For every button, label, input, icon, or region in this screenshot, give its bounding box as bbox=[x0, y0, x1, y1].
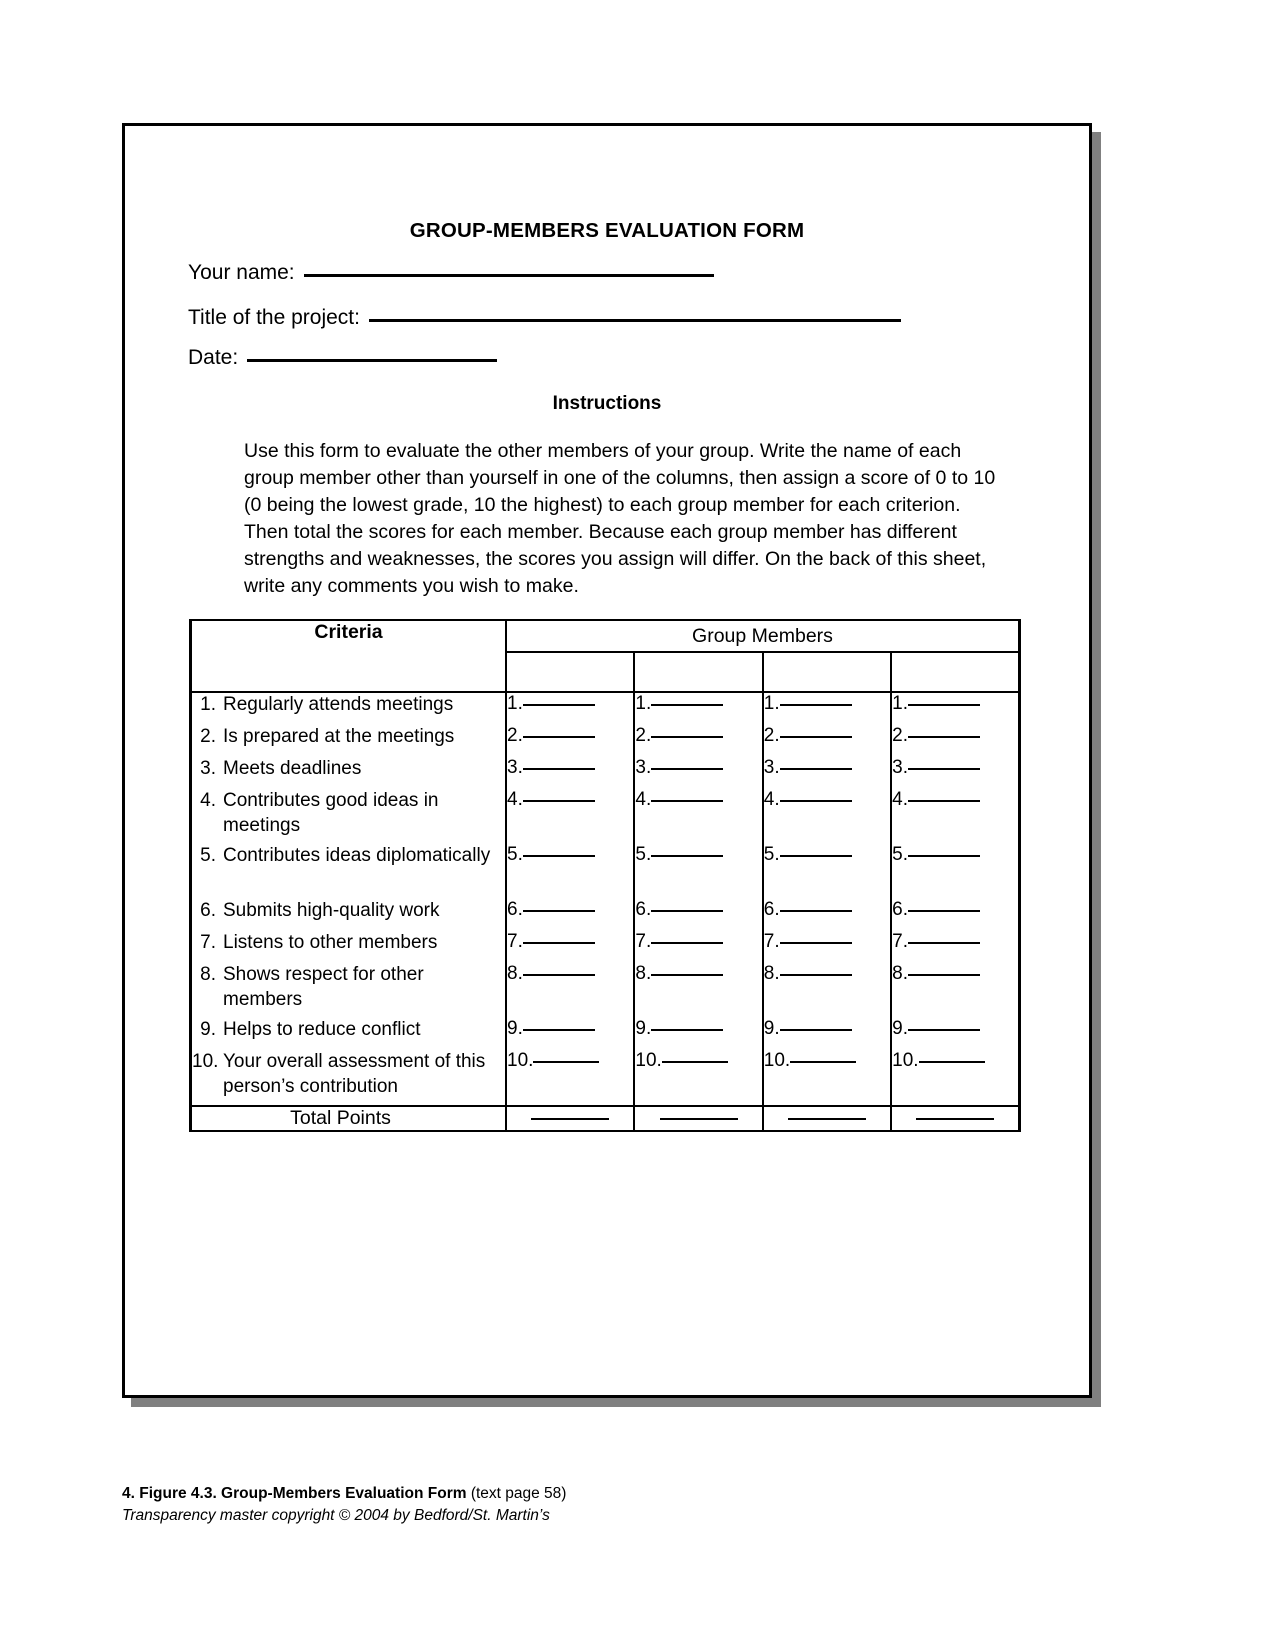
score-label: 4. bbox=[507, 789, 523, 810]
instructions-body: Use this form to evaluate the other members of your group. Write the name of each group member other than yourself in one of the columns, then assign a score of 0 to 10 (0 being the lowest grade, 10 the highest) to each group member for each criterion. Then total the scores for each member. Because each group member has different strengths and weaknesses, the scores you assign will differ. On the back of this sheet, write any comments you wish to make. bbox=[244, 440, 996, 597]
evaluation-table bbox=[189, 619, 1021, 1132]
member-name-cell-3[interactable] bbox=[763, 652, 891, 692]
score-field-2-2[interactable] bbox=[635, 725, 761, 757]
page-title: GROUP-MEMBERS EVALUATION FORM bbox=[409, 219, 805, 242]
score-rule[interactable] bbox=[780, 800, 852, 802]
criteria-item-1-text: Regularly attends meetings bbox=[223, 694, 454, 715]
score-label: 1. bbox=[507, 693, 523, 714]
figure-caption-bold: 4. Figure 4.3. Group-Members Evaluation Form bbox=[122, 1485, 467, 1502]
score-field-4-4[interactable] bbox=[892, 789, 1018, 844]
table-body-row bbox=[191, 692, 1020, 1106]
criteria-item-1-number: 1. bbox=[200, 694, 216, 715]
criteria-item-2-text: Is prepared at the meetings bbox=[223, 726, 455, 747]
criteria-item-5-number: 5. bbox=[200, 845, 216, 866]
score-label: 8. bbox=[507, 963, 523, 984]
score-rule[interactable] bbox=[651, 800, 723, 802]
criteria-item-3-text: Meets deadlines bbox=[223, 758, 362, 779]
score-label: 1. bbox=[635, 693, 652, 714]
criteria-item-7-number: 7. bbox=[200, 932, 216, 953]
score-rule[interactable] bbox=[523, 910, 595, 912]
score-rule[interactable] bbox=[651, 974, 723, 976]
member-name-cell-2[interactable] bbox=[634, 652, 762, 692]
criteria-header-cell bbox=[191, 620, 507, 692]
score-rule[interactable] bbox=[523, 1029, 595, 1031]
score-column-3 bbox=[763, 692, 891, 1106]
group-members-header-cell: Group Members bbox=[506, 620, 1020, 652]
score-rule[interactable] bbox=[651, 704, 723, 706]
criteria-item-5-text: Contributes ideas diplomatically bbox=[223, 845, 491, 866]
score-label: 9. bbox=[507, 1018, 523, 1039]
score-rule[interactable] bbox=[908, 910, 980, 912]
score-label: 6. bbox=[507, 899, 523, 920]
score-field-1-8[interactable] bbox=[507, 963, 633, 1018]
score-field-4-1[interactable] bbox=[892, 693, 1018, 725]
total-rule[interactable] bbox=[916, 1108, 994, 1120]
figure-caption-page-ref: (text page 58) bbox=[466, 1485, 567, 1502]
criteria-item-4 bbox=[192, 789, 505, 844]
score-rule[interactable] bbox=[908, 800, 980, 802]
total-points-cell-1[interactable] bbox=[506, 1106, 634, 1131]
score-label: 3. bbox=[507, 757, 523, 778]
criteria-item-10-number: 10. bbox=[192, 1051, 219, 1072]
score-field-2-1[interactable] bbox=[635, 693, 761, 725]
score-rule[interactable] bbox=[523, 855, 595, 857]
field-date bbox=[188, 346, 497, 370]
criteria-item-9 bbox=[192, 1018, 505, 1050]
score-field-1-6[interactable] bbox=[507, 899, 633, 931]
score-field-3-2[interactable] bbox=[764, 725, 890, 757]
criteria-item-2 bbox=[192, 725, 505, 757]
criteria-item-10 bbox=[192, 1050, 505, 1105]
score-label: 2. bbox=[507, 725, 523, 746]
score-label: 3. bbox=[892, 757, 908, 778]
score-label: 7. bbox=[635, 931, 652, 952]
score-label: 6. bbox=[635, 899, 652, 920]
score-rule[interactable] bbox=[780, 855, 852, 857]
criteria-item-8 bbox=[192, 963, 505, 1018]
score-label: 7. bbox=[507, 931, 523, 952]
criteria-item-7-text: Listens to other members bbox=[223, 932, 438, 953]
criteria-item-7 bbox=[192, 931, 505, 963]
criteria-item-1 bbox=[192, 693, 505, 725]
score-rule[interactable] bbox=[780, 736, 852, 738]
score-field-2-10[interactable] bbox=[635, 1050, 761, 1105]
score-column-2 bbox=[634, 692, 762, 1106]
figure-caption bbox=[122, 1483, 566, 1528]
score-field-3-9[interactable] bbox=[764, 1018, 890, 1050]
score-label: 8. bbox=[635, 963, 652, 984]
member-name-cell-4[interactable] bbox=[891, 652, 1019, 692]
form-page bbox=[122, 123, 1092, 1398]
criteria-header-label: Criteria bbox=[314, 621, 383, 643]
field-your-name-label: Your name: bbox=[188, 261, 295, 284]
criteria-item-5 bbox=[192, 844, 505, 899]
figure-caption-line-1 bbox=[122, 1483, 566, 1505]
criteria-item-3-number: 3. bbox=[200, 758, 216, 779]
score-field-1-3[interactable] bbox=[507, 757, 633, 789]
score-label: 7. bbox=[892, 931, 908, 952]
score-label: 1. bbox=[892, 693, 908, 714]
score-rule[interactable] bbox=[651, 855, 723, 857]
score-field-1-2[interactable] bbox=[507, 725, 633, 757]
score-field-1-7[interactable] bbox=[507, 931, 633, 963]
instructions-heading: Instructions bbox=[552, 393, 662, 414]
table-header-row-top bbox=[191, 620, 1020, 652]
criteria-list-cell bbox=[191, 692, 507, 1106]
score-rule[interactable] bbox=[651, 1029, 723, 1031]
total-points-label-cell bbox=[191, 1106, 507, 1131]
criteria-item-4-number: 4. bbox=[200, 790, 216, 811]
criteria-item-6-number: 6. bbox=[200, 900, 216, 921]
criteria-item-2-number: 2. bbox=[200, 726, 216, 747]
score-field-2-5[interactable] bbox=[635, 844, 761, 899]
score-label: 3. bbox=[763, 757, 780, 778]
score-rule[interactable] bbox=[662, 1061, 728, 1063]
field-date-label: Date: bbox=[188, 346, 239, 369]
figure-caption-copyright: Transparency master copyright © 2004 by Bedford/St. Martin’s bbox=[122, 1507, 550, 1525]
score-rule[interactable] bbox=[908, 736, 980, 738]
score-rule[interactable] bbox=[651, 768, 723, 770]
criteria-item-9-number: 9. bbox=[200, 1019, 216, 1040]
score-label: 8. bbox=[892, 963, 908, 984]
score-field-2-6[interactable] bbox=[635, 899, 761, 931]
score-field-4-6[interactable] bbox=[892, 899, 1018, 931]
score-label: 2. bbox=[763, 725, 780, 746]
score-field-3-4[interactable] bbox=[764, 789, 890, 844]
score-label: 5. bbox=[892, 844, 908, 865]
score-label: 5. bbox=[507, 844, 523, 865]
score-rule[interactable] bbox=[780, 942, 852, 944]
score-field-2-8[interactable] bbox=[635, 963, 761, 1018]
score-rule[interactable] bbox=[790, 1061, 856, 1063]
score-field-1-4[interactable] bbox=[507, 789, 633, 844]
field-project-title bbox=[188, 306, 901, 330]
score-label: 6. bbox=[763, 899, 780, 920]
score-field-2-9[interactable] bbox=[635, 1018, 761, 1050]
score-rule[interactable] bbox=[523, 768, 595, 770]
total-points-label: Total Points bbox=[290, 1107, 391, 1129]
score-rule[interactable] bbox=[919, 1061, 985, 1063]
score-rule[interactable] bbox=[780, 1029, 852, 1031]
score-field-1-9[interactable] bbox=[507, 1018, 633, 1050]
score-field-1-5[interactable] bbox=[507, 844, 633, 899]
score-label: 3. bbox=[635, 757, 652, 778]
field-project-title-rule[interactable] bbox=[369, 319, 901, 322]
criteria-item-3 bbox=[192, 757, 505, 789]
score-label: 10. bbox=[892, 1050, 919, 1071]
criteria-item-8-number: 8. bbox=[200, 964, 216, 985]
score-rule[interactable] bbox=[651, 736, 723, 738]
score-rule[interactable] bbox=[908, 942, 980, 944]
score-label: 10. bbox=[507, 1050, 534, 1071]
total-rule[interactable] bbox=[788, 1108, 866, 1120]
score-column-1 bbox=[506, 692, 634, 1106]
score-label: 9. bbox=[635, 1018, 652, 1039]
total-rule[interactable] bbox=[531, 1108, 609, 1120]
score-rule[interactable] bbox=[908, 855, 980, 857]
criteria-item-10-text: Your overall assessment of this person’s contribution bbox=[223, 1051, 486, 1097]
score-rule[interactable] bbox=[780, 974, 852, 976]
total-rule[interactable] bbox=[660, 1108, 738, 1120]
score-field-4-2[interactable] bbox=[892, 725, 1018, 757]
score-label: 4. bbox=[892, 789, 908, 810]
score-field-3-1[interactable] bbox=[764, 693, 890, 725]
field-your-name bbox=[188, 261, 714, 285]
field-date-rule[interactable] bbox=[247, 359, 497, 362]
member-name-cell-1[interactable] bbox=[506, 652, 634, 692]
score-field-3-10[interactable] bbox=[764, 1050, 890, 1105]
field-project-title-label: Title of the project: bbox=[188, 306, 360, 329]
score-field-4-10[interactable] bbox=[892, 1050, 1018, 1105]
score-label: 9. bbox=[892, 1018, 908, 1039]
score-label: 4. bbox=[763, 789, 780, 810]
score-rule[interactable] bbox=[523, 736, 595, 738]
score-field-3-5[interactable] bbox=[764, 844, 890, 899]
score-label: 1. bbox=[763, 693, 780, 714]
score-field-4-3[interactable] bbox=[892, 757, 1018, 789]
total-points-cell-4[interactable] bbox=[891, 1106, 1019, 1131]
score-rule[interactable] bbox=[523, 704, 595, 706]
score-label: 4. bbox=[635, 789, 652, 810]
score-label: 8. bbox=[763, 963, 780, 984]
score-rule[interactable] bbox=[780, 768, 852, 770]
criteria-item-8-text: Shows respect for other members bbox=[223, 964, 424, 1010]
score-rule[interactable] bbox=[780, 704, 852, 706]
score-rule[interactable] bbox=[908, 1029, 980, 1031]
criteria-item-6-text: Submits high-quality work bbox=[223, 900, 440, 921]
score-field-4-7[interactable] bbox=[892, 931, 1018, 963]
score-label: 7. bbox=[763, 931, 780, 952]
score-field-3-3[interactable] bbox=[764, 757, 890, 789]
score-label: 6. bbox=[892, 899, 908, 920]
score-rule[interactable] bbox=[780, 910, 852, 912]
total-points-row bbox=[191, 1106, 1020, 1131]
score-field-3-6[interactable] bbox=[764, 899, 890, 931]
score-rule[interactable] bbox=[651, 942, 723, 944]
total-points-cell-2[interactable] bbox=[634, 1106, 762, 1131]
score-rule[interactable] bbox=[651, 910, 723, 912]
score-label: 9. bbox=[763, 1018, 780, 1039]
field-your-name-rule[interactable] bbox=[304, 274, 714, 277]
score-rule[interactable] bbox=[533, 1061, 599, 1063]
score-field-3-8[interactable] bbox=[764, 963, 890, 1018]
score-rule[interactable] bbox=[908, 768, 980, 770]
score-field-2-7[interactable] bbox=[635, 931, 761, 963]
score-field-4-8[interactable] bbox=[892, 963, 1018, 1018]
score-label: 5. bbox=[763, 844, 780, 865]
score-label: 10. bbox=[763, 1050, 791, 1071]
score-label: 5. bbox=[635, 844, 652, 865]
score-rule[interactable] bbox=[523, 974, 595, 976]
score-field-1-1[interactable] bbox=[507, 693, 633, 725]
score-field-1-10[interactable] bbox=[507, 1050, 633, 1105]
score-label: 10. bbox=[635, 1050, 662, 1071]
criteria-item-6 bbox=[192, 899, 505, 931]
criteria-item-4-text: Contributes good ideas in meetings bbox=[223, 790, 439, 836]
criteria-item-9-text: Helps to reduce conflict bbox=[223, 1019, 421, 1040]
score-field-4-5[interactable] bbox=[892, 844, 1018, 899]
total-points-cell-3[interactable] bbox=[763, 1106, 891, 1131]
score-rule[interactable] bbox=[523, 942, 595, 944]
score-rule[interactable] bbox=[523, 800, 595, 802]
score-field-2-4[interactable] bbox=[635, 789, 761, 844]
score-rule[interactable] bbox=[908, 974, 980, 976]
score-label: 2. bbox=[635, 725, 652, 746]
score-rule[interactable] bbox=[908, 704, 980, 706]
score-label: 2. bbox=[892, 725, 908, 746]
score-field-3-7[interactable] bbox=[764, 931, 890, 963]
score-field-4-9[interactable] bbox=[892, 1018, 1018, 1050]
score-field-2-3[interactable] bbox=[635, 757, 761, 789]
score-column-4 bbox=[891, 692, 1019, 1106]
